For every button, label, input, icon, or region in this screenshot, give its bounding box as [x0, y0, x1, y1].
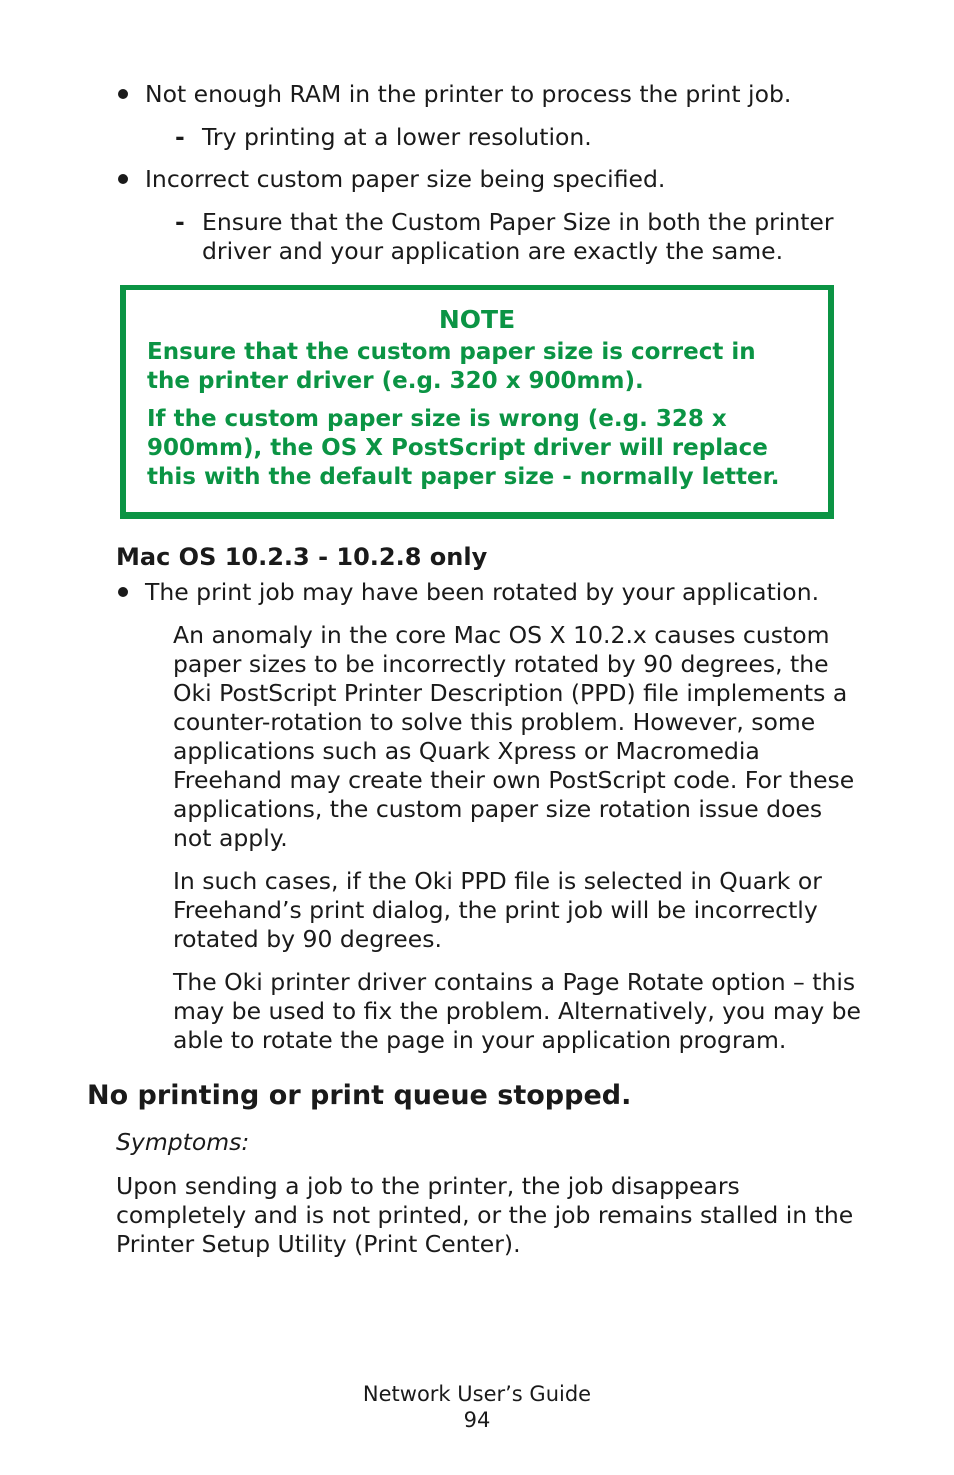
footer-title: Network User’s Guide: [362, 1382, 592, 1406]
note-para-2-line-1: If the custom paper size is wrong (e.g. 328 x: [147, 406, 727, 432]
note-para-2-line-2: 900mm), the OS X PostScript driver will replace: [147, 435, 768, 461]
bullet-dot: [118, 89, 128, 99]
mac-section-heading: Mac OS 10.2.3 - 10.2.8 only: [116, 543, 488, 571]
sub-item-ensure-line-2: driver and your application are exactly the same.: [202, 237, 784, 265]
symptoms-label: Symptoms:: [116, 1128, 250, 1156]
text-line: counter-rotation to solve this problem. However, some: [173, 708, 816, 736]
text-line: completely and is not printed, or the job remains stalled in the: [116, 1201, 854, 1229]
note-box: [120, 285, 834, 519]
dash-marker: -: [175, 208, 185, 236]
mac-para-1: [173, 621, 854, 853]
note-para-1-line-1: Ensure that the custom paper size is correct in: [147, 339, 756, 365]
text-line: rotated by 90 degrees.: [173, 925, 442, 953]
bullet-item-ram: Not enough RAM in the printer to process the print job.: [145, 80, 792, 108]
text-line: not apply.: [173, 824, 288, 852]
text-line: applications, the custom paper size rotation issue does: [173, 795, 823, 823]
text-line: In such cases, if the Oki PPD file is selected in Quark or: [173, 867, 822, 895]
sub-item-lower-resolution: Try printing at a lower resolution.: [202, 123, 592, 151]
text-line: Freehand may create their own PostScript code. For these: [173, 766, 855, 794]
text-line: Printer Setup Utility (Print Center).: [116, 1230, 521, 1258]
bullet-item-rotated: The print job may have been rotated by your application.: [145, 578, 820, 606]
note-para-1-line-2: the printer driver (e.g. 320 x 900mm).: [147, 368, 644, 394]
text-line: applications such as Quark Xpress or Macromedia: [173, 737, 760, 765]
text-line: Oki PostScript Printer Description (PPD) file implements a: [173, 679, 848, 707]
symptoms-paragraph: [116, 1172, 853, 1259]
text-line: The Oki printer driver contains a Page Rotate option – this: [173, 968, 856, 996]
sub-item-ensure-line-1: Ensure that the Custom Paper Size in both the printer: [202, 208, 834, 236]
text-line: may be used to fix the problem. Alternatively, you may be: [173, 997, 861, 1025]
page-number: 94: [463, 1408, 491, 1432]
mac-para-2: [173, 867, 822, 954]
note-heading: NOTE: [438, 305, 516, 334]
text-line: Upon sending a job to the printer, the job disappears: [116, 1172, 740, 1200]
bullet-dot: [118, 587, 128, 597]
bullet-item-custom-paper: Incorrect custom paper size being specified.: [145, 165, 666, 193]
text-line: paper sizes to be incorrectly rotated by 90 degrees, the: [173, 650, 829, 678]
note-para-2-line-3: this with the default paper size - normally letter.: [147, 464, 780, 490]
queue-section-heading: No printing or print queue stopped.: [87, 1080, 632, 1111]
bullet-dot: [118, 174, 128, 184]
dash-marker: -: [175, 123, 185, 151]
text-line: An anomaly in the core Mac OS X 10.2.x causes custom: [173, 621, 830, 649]
text-line: Freehand’s print dialog, the print job will be incorrectly: [173, 896, 818, 924]
mac-para-3: [173, 968, 861, 1055]
text-line: able to rotate the page in your application program.: [173, 1026, 787, 1054]
